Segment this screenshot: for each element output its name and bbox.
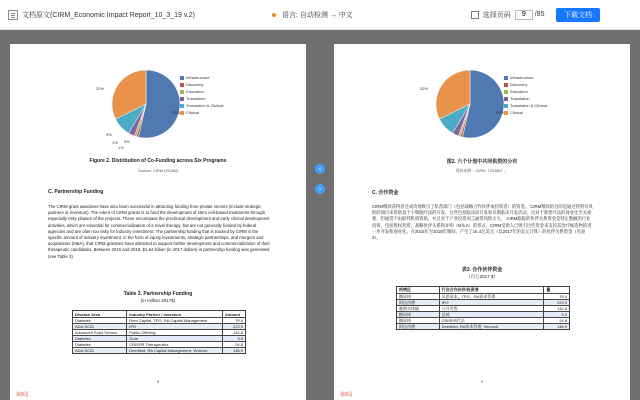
- page-selector: [471, 10, 545, 20]
- next-page-button[interactable]: ›: [315, 184, 325, 194]
- legend-item: Translation & Clinical: [180, 102, 223, 109]
- table-caption: 表3. 合作伙伴资金: [461, 267, 503, 273]
- page-total: /85: [534, 11, 545, 18]
- pct-label: 32%: [420, 86, 429, 91]
- table-cell: 148.9: [222, 348, 245, 354]
- table-header: Amount: [222, 311, 245, 318]
- body-paragraph: The CIRM grant awardees have also been successful in attracting funding from private sectors (include strategic partners or investors). The intent of CIRM grants is to fund the development of stem cell-based treatments through especially risky phases of the projects. These encompass the preclinical development and early clinical development activities, which are essential for commercialization of a novel therapy, but are not generally funded by federal agencies and are often too risky for industry investment. The partnership funding that is tracked by CIRM is the specific amount of industry investment, in the form of equity investments, strategic partnerships, and mergers and acquisitions (M&A), that CIRM grantees have attracted to support further development and commercialization of their therapeutic candidates. Between 2015 and 2018, $1.64 billion (in 2017 dollars) in partnership funding was generated (see Table 3).: [48, 204, 270, 259]
- table-cell: 148.9: [544, 324, 570, 330]
- legend-item: Education: [180, 88, 223, 95]
- table-subcaption: （百万2017 $）: [466, 274, 498, 279]
- table-cell: ADA-SCID: [73, 324, 127, 330]
- pct-label: 9%: [106, 132, 112, 137]
- table-header: 量: [544, 287, 570, 294]
- pages-icon: [471, 11, 479, 19]
- legend-item: Infrastructure: [180, 74, 223, 81]
- table-header-row: [73, 311, 246, 318]
- figure-caption: Figure 2. Distribution of Co-Funding across Six Programs: [89, 158, 227, 164]
- pct-label: 1%: [118, 145, 124, 150]
- legend-item: Education: [504, 88, 547, 95]
- table-cell: Diabetes: [73, 318, 127, 324]
- prev-page-button[interactable]: ‹: [315, 164, 325, 174]
- language-label[interactable]: 语言: 自动检测 → 中文: [282, 11, 353, 19]
- legend-item: Translation: [504, 95, 547, 102]
- page-tag: 第9页: [340, 392, 353, 398]
- table-cell: CRISPR疗法: [439, 318, 544, 324]
- document-icon: [8, 10, 18, 20]
- pct-label: 53%: [496, 110, 505, 115]
- chart-legend: [180, 74, 223, 116]
- funding-table: [72, 310, 246, 354]
- legend-item: Infrastructure: [504, 74, 547, 81]
- table-header: 疾病区: [397, 287, 440, 294]
- table-cell: 公开发售: [439, 306, 544, 312]
- table-cell: IPO: [127, 324, 223, 330]
- page-tag: 第9页: [16, 392, 29, 398]
- pct-label: 53%: [172, 110, 181, 115]
- table-header: Industry Partner / Investors: [127, 311, 223, 318]
- table-row: [397, 324, 570, 330]
- original-page: [10, 44, 306, 400]
- table-cell: 贝恩资本，TPG，RA资本管理: [439, 294, 544, 300]
- table-cell: 9.9: [222, 336, 245, 342]
- table-cell: 糖尿病: [397, 294, 440, 300]
- table-cell: Gore: [127, 336, 223, 342]
- figure-source: 资料来源：CIRM（2018b）。: [455, 168, 509, 173]
- table-cell: 142.8: [222, 330, 245, 336]
- page-number: 9: [480, 379, 484, 384]
- table-cell: Rom Capital, TPG, RA Capital Management: [127, 318, 223, 324]
- pages-label: 选择页码: [482, 11, 511, 19]
- page-number-input[interactable]: [515, 10, 533, 20]
- pct-label: 3%: [124, 139, 130, 144]
- chart-legend: [504, 74, 547, 116]
- table-caption: Table 3. Partnership Funding: [123, 291, 193, 297]
- table-header: 行业合作伙伴/投资者: [439, 287, 544, 294]
- legend-item: Discovery: [504, 81, 547, 88]
- table-cell: CRISPR Therapeutics: [127, 342, 223, 348]
- table-cell: 223.9: [222, 324, 245, 330]
- table-cell: Public Offering: [127, 330, 223, 336]
- table-cell: Diabetes: [73, 342, 127, 348]
- table-cell: Advanced Solid Tumors: [73, 330, 127, 336]
- translated-page: [334, 44, 630, 400]
- table-cell: 总统: [439, 312, 544, 318]
- table-cell: 79.4: [222, 318, 245, 324]
- figure-source: Source: CIRM (2018b): [137, 168, 178, 173]
- table-cell: 223.9: [544, 300, 570, 306]
- table-header: Disease Area: [73, 311, 127, 318]
- table-cell: 9.9: [544, 312, 570, 318]
- table-cell: 79.4: [544, 294, 570, 300]
- table-cell: 24.8: [222, 342, 245, 348]
- pct-label: 1%: [112, 140, 118, 145]
- section-heading: C. Partnership Funding: [48, 189, 104, 195]
- table-subcaption: (in million 2017$): [140, 298, 176, 303]
- table-cell: 24.8: [544, 318, 570, 324]
- funding-table: [396, 286, 570, 330]
- body-paragraph: CIRM赠款获得者还成功地吸引了私营部门（包括战略合作伙伴或投资者）的资金。 CIRM赠款的目的是通过特别有风险的项目来资助基于干细胞疗法的开发。这些包括临床前开发和早期临床开发活动，这对于新型疗法的商业化至关重要，但通常不由联邦机构资助，并且对于产业投资而言通常风险太大。 CIRM跟踪的伙伴关系资金是特定数额的行业投资，包括股权投资，战略伙伴关系和并购（M＆A）的形式，CIRM受助人已吸引这些资金来支持其治疗候选物的进一步开发和商业化。在2015年至2018年期间，产生了16.4亿美元（以2017年的美元计算）的伙伴关系资金（见表3）。: [372, 204, 593, 241]
- legend-item: Clinical: [504, 109, 547, 116]
- table-cell: 糖尿病: [397, 318, 440, 324]
- pct-label: 32%: [96, 86, 105, 91]
- section-heading: C. 合作资金: [372, 190, 399, 196]
- top-bar: [0, 0, 640, 30]
- table-cell: Deerfield, RA资本管理, Venrock: [439, 324, 544, 330]
- table-cell: IPO: [439, 300, 544, 306]
- table-cell: 阿达西德: [397, 324, 440, 330]
- language-selector[interactable]: [272, 10, 353, 20]
- figure-caption: 图2. 六个计划中共同供资的分布: [446, 159, 518, 165]
- table-cell: 晚期实体瘤: [397, 306, 440, 312]
- doc-title-area: [8, 10, 258, 20]
- table-header-row: [397, 287, 570, 294]
- page-number: 5: [156, 379, 160, 384]
- table-cell: Deerfield, RA Capital Management, Venrock: [127, 348, 223, 354]
- download-button[interactable]: 下载文档: [556, 8, 600, 22]
- table-cell: 阿达西德: [397, 300, 440, 306]
- legend-item: Clinical: [180, 109, 223, 116]
- table-cell: Diabetes: [73, 336, 127, 342]
- table-cell: 糖尿病: [397, 312, 440, 318]
- table-cell: 142.8: [544, 306, 570, 312]
- legend-item: Discovery: [180, 81, 223, 88]
- status-dot-icon: [272, 13, 276, 17]
- table-cell: ADA-SCID: [73, 348, 127, 354]
- legend-item: Translation & Clinical: [504, 102, 547, 109]
- legend-item: Translation: [180, 95, 223, 102]
- doc-title: 文档原文(CIRM_Economic Impact Report_10_3_19 v.2): [22, 11, 195, 19]
- table-row: [73, 348, 246, 354]
